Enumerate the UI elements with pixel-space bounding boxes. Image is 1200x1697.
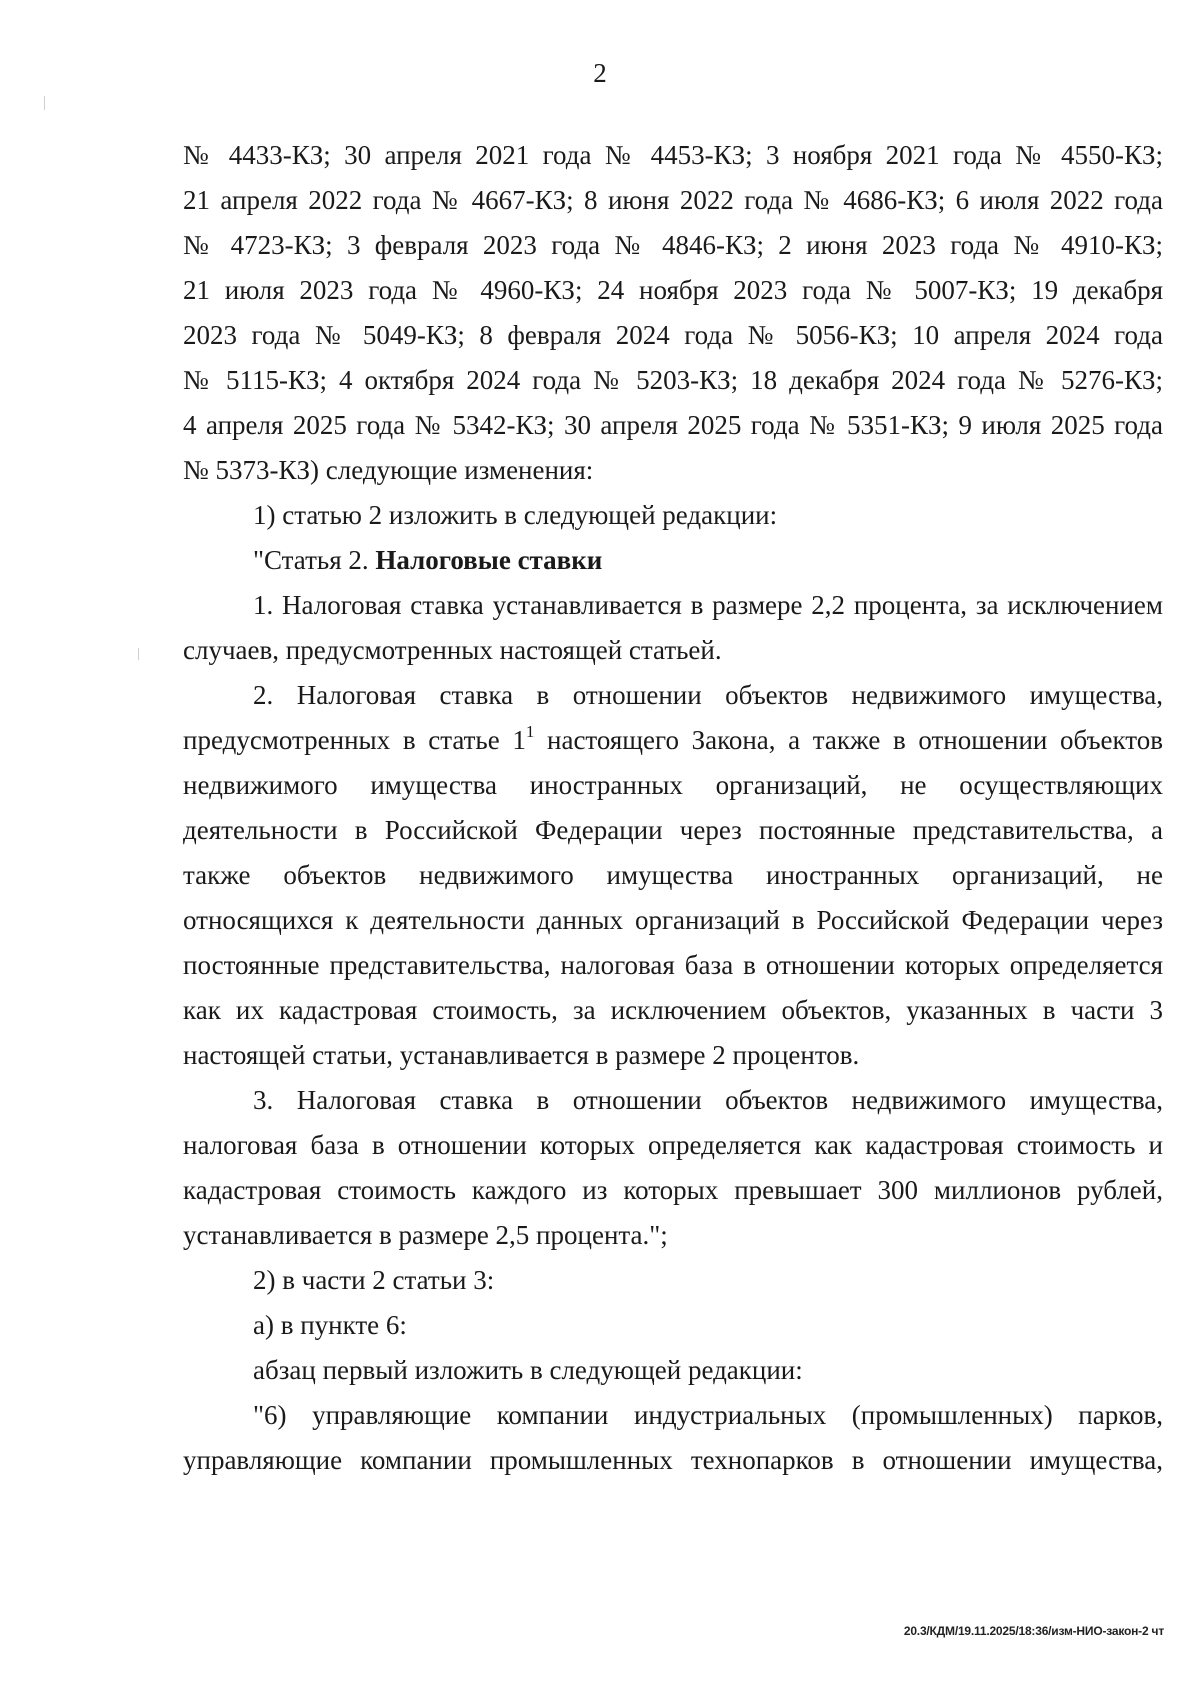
- scan-edge-mark-top: [44, 96, 45, 110]
- clause-2-part1: 2. Налоговая ставка в отношении объектов недвижимого имущества, предусмотренных в статье 1: [183, 680, 1163, 755]
- clause-2-superscript: 1: [525, 722, 535, 741]
- item-2: 2) в части 2 статьи 3:: [253, 1265, 495, 1295]
- item-6-line: управляющие компании промышленных технопарков в отношении имущества,: [183, 1445, 1163, 1475]
- item-6-text: [183, 1393, 1163, 1483]
- item-2a: а) в пункте 6:: [253, 1310, 407, 1340]
- intro-line: 21 июля 2023 года № 4960-КЗ; 24 ноября 2023 года № 5007-КЗ; 19 декабря: [183, 275, 1163, 305]
- page-number: 2: [593, 58, 607, 88]
- item-6-line: "6) управляющие компании индустриальных (промышленных) парков,: [253, 1400, 1163, 1430]
- article-heading-title: Налоговые ставки: [375, 545, 603, 575]
- document-footer-code: 20.3/КДМ/19.11.2025/18:36/изм-НИО-закон-2 чт: [903, 1624, 1164, 1638]
- intro-line: 21 апреля 2022 года № 4667-КЗ; 8 июня 2022 года № 4686-КЗ; 6 июля 2022 года: [183, 185, 1163, 215]
- intro-line: № 4433-КЗ; 30 апреля 2021 года № 4453-КЗ; 3 ноября 2021 года № 4550-КЗ;: [183, 140, 1163, 170]
- article-heading-prefix: "Статья 2.: [253, 545, 376, 575]
- intro-line: № 4723-КЗ; 3 февраля 2023 года № 4846-КЗ; 2 июня 2023 года № 4910-КЗ;: [183, 230, 1163, 260]
- item-1: 1) статью 2 изложить в следующей редакции:: [253, 500, 778, 530]
- clause-1: 1. Налоговая ставка устанавливается в размере 2,2 процента, за исключением случаев, предусмотренных настоящей статьей.: [183, 590, 1163, 665]
- scan-edge-mark-middle: [138, 648, 139, 660]
- intro-paragraph: [183, 133, 1163, 493]
- document-body: [183, 133, 1163, 1483]
- clause-2-part2: настоящего Закона, а также в отношении объектов недвижимого имущества иностранных организаций, не осуществляющих деятельности в Российской Федерации через постоянные представительства, а также объектов недвижимого имущества иностранных организаций, не относящихся к деятельности данных организаций в Российской Федерации через постоянные представительства, налоговая база в отношении которых определяется как их кадастровая стоимость, за исключением объектов, указанных в части 3 настоящей статьи, устанавливается в размере 2 процентов.: [183, 725, 1163, 1070]
- intro-line: № 5115-КЗ; 4 октября 2024 года № 5203-КЗ; 18 декабря 2024 года № 5276-КЗ;: [183, 365, 1163, 395]
- clause-2: [183, 673, 1163, 1078]
- clause-3: 3. Налоговая ставка в отношении объектов недвижимого имущества, налоговая база в отношении которых определяется как кадастровая стоимость и кадастровая стоимость каждого из которых превышает 300 миллионов рублей, устанавливается в размере 2,5 процента.";: [183, 1085, 1163, 1250]
- article-heading: [183, 538, 1163, 583]
- item-2a-text: абзац первый изложить в следующей редакции:: [253, 1355, 803, 1385]
- intro-last-line: № 5373-КЗ) следующие изменения:: [183, 455, 594, 485]
- intro-line: 2023 года № 5049-КЗ; 8 февраля 2024 года № 5056-КЗ; 10 апреля 2024 года: [183, 320, 1163, 350]
- intro-line: 4 апреля 2025 года № 5342-КЗ; 30 апреля 2025 года № 5351-КЗ; 9 июля 2025 года: [183, 410, 1163, 440]
